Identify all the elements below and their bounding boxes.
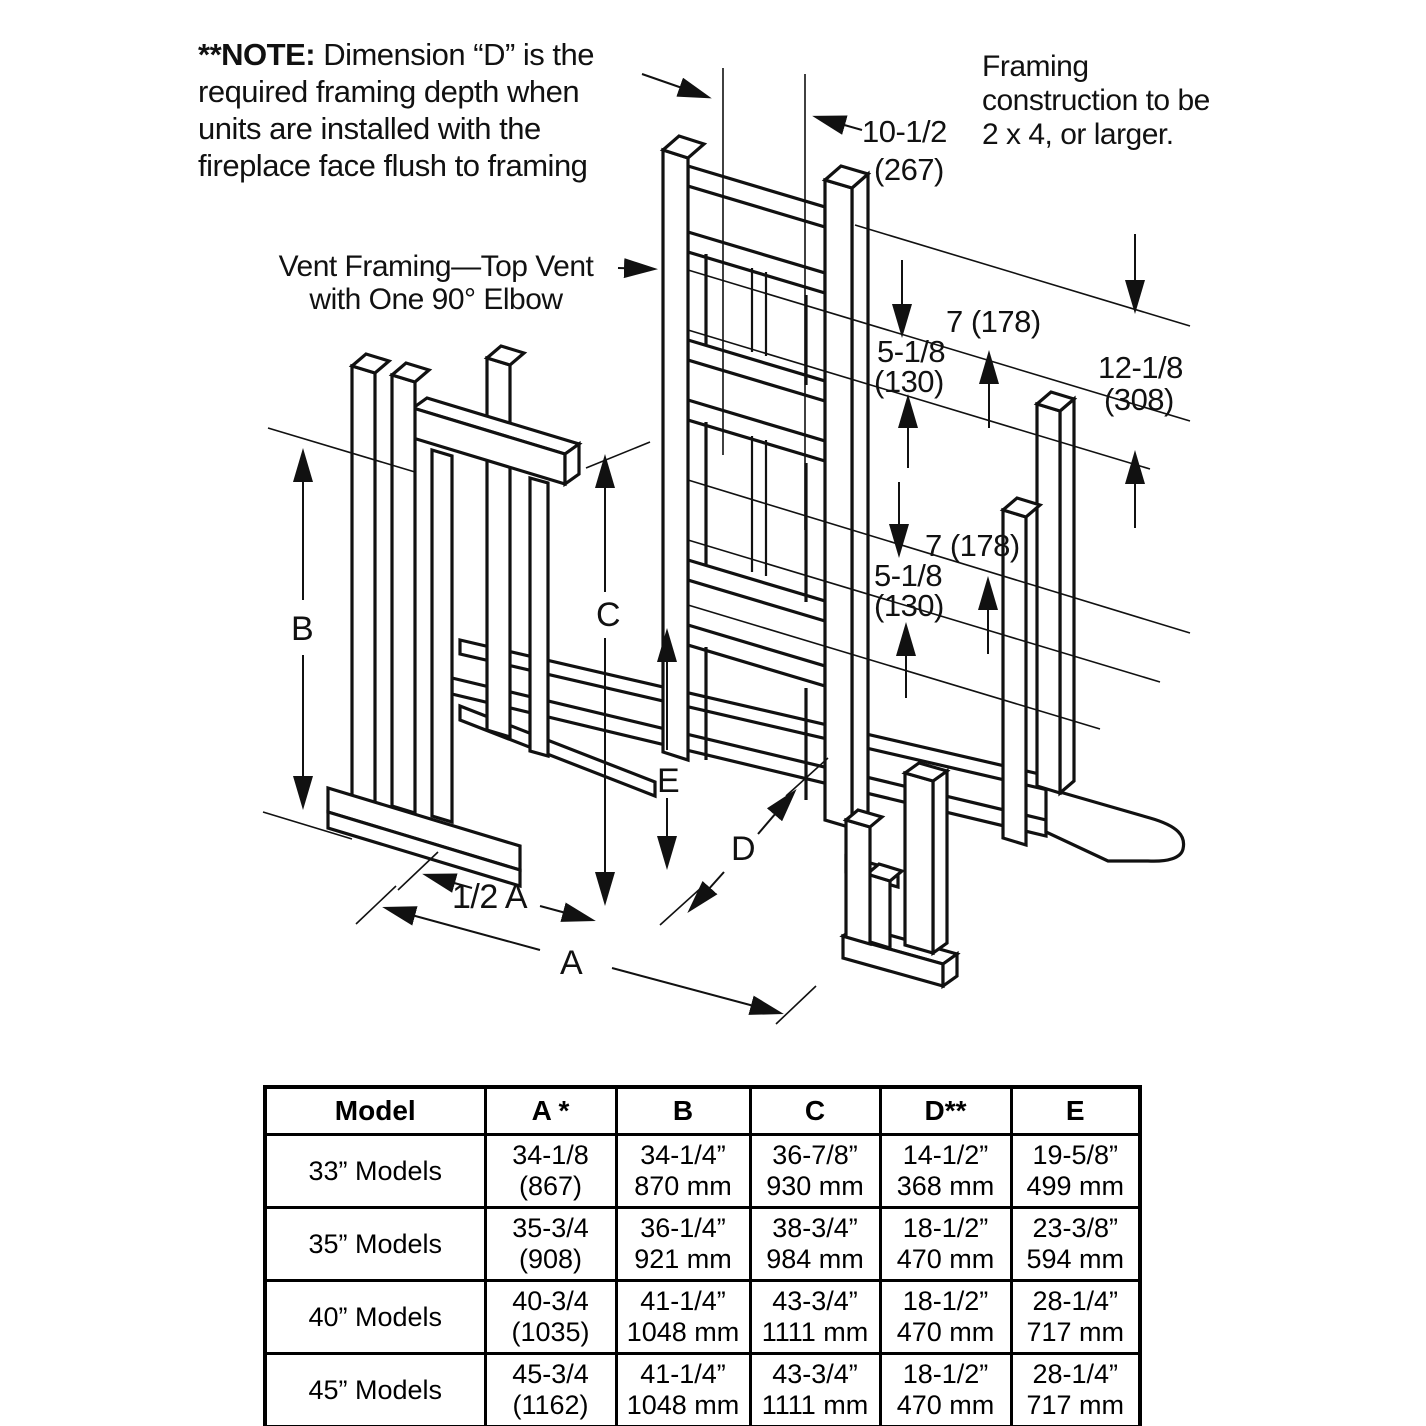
col-header-c: C — [750, 1087, 880, 1135]
table-row — [265, 1281, 1140, 1354]
dim-five-upper-mm: (130) — [874, 364, 944, 399]
cell-a: 34-1/8 (867) — [485, 1135, 616, 1208]
cell-c: 43-3/4” 1111 mm — [750, 1354, 880, 1426]
cell-c: 38-3/4” 984 mm — [750, 1208, 880, 1281]
framing-dimensions-table — [263, 1085, 1142, 1426]
dim-a: A — [560, 944, 583, 982]
chase-right-post — [825, 180, 852, 828]
table-header-row — [265, 1087, 1140, 1135]
col-header-d: D** — [880, 1087, 1011, 1135]
cell-model: 33” Models — [265, 1135, 485, 1208]
table-row — [265, 1135, 1140, 1208]
cell-model: 40” Models — [265, 1281, 485, 1354]
cell-b: 41-1/4” 1048 mm — [616, 1281, 750, 1354]
note-text — [198, 36, 678, 184]
cell-d: 14-1/2” 368 mm — [880, 1135, 1011, 1208]
vent-framing-label: Vent Framing—Top Vent with One 90° Elbow — [278, 250, 594, 316]
cell-d: 18-1/2” 470 mm — [880, 1208, 1011, 1281]
left-wall-framing — [328, 346, 579, 886]
col-header-e: E — [1011, 1087, 1140, 1135]
sill-plate-beveled — [1046, 788, 1184, 861]
wall-stud — [392, 375, 415, 813]
dim-top-width-in: 10-1/2 — [862, 114, 947, 149]
col-header-model: Model — [265, 1087, 485, 1135]
dim-seven-upper: 7 (178) — [946, 304, 1041, 339]
wall-stud — [352, 366, 375, 804]
cell-d: 18-1/2” 470 mm — [880, 1281, 1011, 1354]
cell-d: 18-1/2” 470 mm — [880, 1354, 1011, 1426]
cell-c: 43-3/4” 1111 mm — [750, 1281, 880, 1354]
cell-a: 40-3/4 (1035) — [485, 1281, 616, 1354]
cell-e: 23-3/8” 594 mm — [1011, 1208, 1140, 1281]
note-line-2: required framing depth when — [198, 74, 580, 109]
dim-seven-lower: 7 (178) — [925, 528, 1020, 563]
right-studs — [1003, 392, 1074, 845]
col-header-b: B — [616, 1087, 750, 1135]
dim-five-lower-in: 5-1/8 — [874, 558, 943, 593]
dim-twelve-mm: (308) — [1104, 382, 1174, 417]
framing-construction-note: Framing construction to be 2 x 4, or larger. — [982, 50, 1210, 151]
cell-b: 34-1/4” 870 mm — [616, 1135, 750, 1208]
cell-e: 28-1/4” 717 mm — [1011, 1354, 1140, 1426]
col-header-a: A * — [485, 1087, 616, 1135]
dim-b: B — [291, 610, 314, 648]
dim-d: D — [731, 830, 756, 868]
note-line-3: units are installed with the — [198, 111, 541, 146]
cell-e: 19-5/8” 499 mm — [1011, 1135, 1140, 1208]
cell-b: 36-1/4” 921 mm — [616, 1208, 750, 1281]
dim-five-upper-in: 5-1/8 — [877, 334, 946, 369]
note-line-1: **NOTE: Dimension “D” is the — [198, 37, 594, 72]
right-rear-stud — [1037, 404, 1060, 793]
dim-half-a: 1/2 A — [452, 878, 528, 916]
cell-e: 28-1/4” 717 mm — [1011, 1281, 1140, 1354]
dim-top-width-mm: (267) — [874, 152, 944, 187]
table-row — [265, 1208, 1140, 1281]
cell-model: 35” Models — [265, 1208, 485, 1281]
cell-c: 36-7/8” 930 mm — [750, 1135, 880, 1208]
dim-five-lower-mm: (130) — [874, 588, 944, 623]
cell-model: 45” Models — [265, 1354, 485, 1426]
dim-c: C — [596, 596, 621, 634]
note-bold-prefix: **NOTE: — [198, 37, 316, 72]
dim-e: E — [657, 762, 680, 800]
cell-a: 45-3/4 (1162) — [485, 1354, 616, 1426]
table-row — [265, 1354, 1140, 1426]
dim-twelve-in: 12-1/8 — [1098, 350, 1183, 385]
cell-a: 35-3/4 (908) — [485, 1208, 616, 1281]
cell-b: 41-1/4” 1048 mm — [616, 1354, 750, 1426]
note-line-4: fireplace face flush to framing — [198, 148, 588, 183]
